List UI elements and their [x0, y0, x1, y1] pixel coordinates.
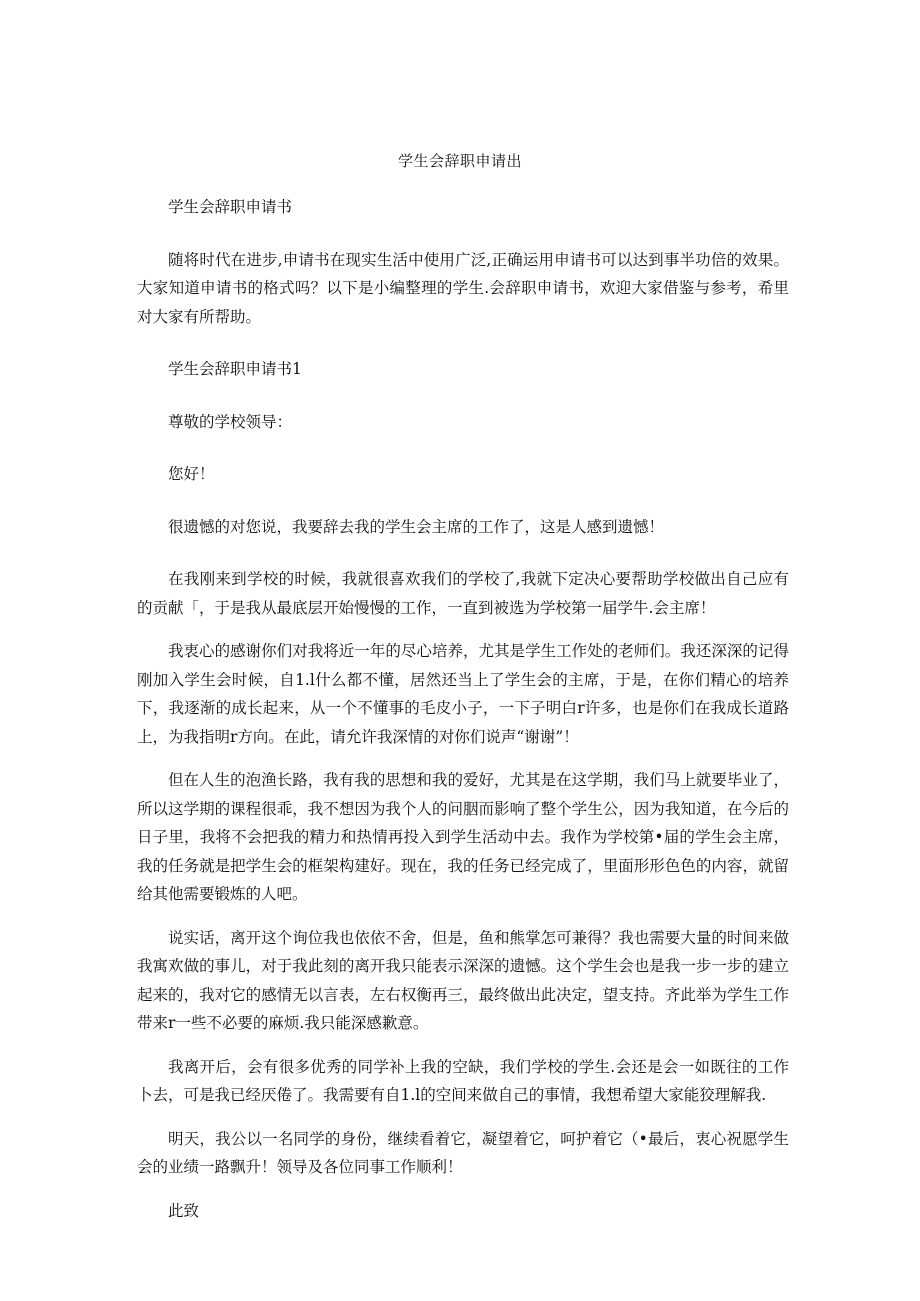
document-title: 学生会辞职申请出 [397, 152, 522, 170]
intro-paragraph: 随将时代在进步,申请书在现实生活中使用广泛,正确运用申请书可以达到事半功倍的效果。大家知道申请书的格式吗？以下是小编整理的学生.会辞职申请书，欢迎大家借鉴与参考，希里对大家有所帮助。 [137, 250, 789, 326]
body-paragraph: 说实话，离开这个询位我也依依不舍，但是，鱼和熊掌怎可兼得？我也需要大量的时间来做我寓欢做的事儿，对于我此刻的离开我只能表示深深的遗憾。这个学生会也是我一步一步的建立起来的，我对它的感情无以言表，左右权衡再三，最终做出此决定，望支持。齐此举为学生工作带来r一些不必要的麻烦.我只能深感歉意。 [137, 928, 789, 1032]
subtitle-paragraph: 学生会辞职申请书 [168, 198, 293, 216]
letter-heading: 学生会辞职申请书1 [168, 360, 302, 378]
body-paragraph: 我衷心的感谢你们对我将近一年的尽心培养，尤其是学生工作处的老师们。我还深深的记得刚加入学生会时候，自1.l什么都不懂，居然还当上了学生会的主席，于是，在你们精心的培养下，我逐渐的成长起来，从一个不懂事的毛皮小子，一下子明白r许多，也是你们在我成长道路上，为我指明r方向。在此，请允许我深情的对你们说声“谢谢”！ [137, 642, 789, 746]
greeting: 您好！ [168, 465, 215, 483]
body-paragraph: 很遗憾的对您说，我要辞去我的学生会主席的工作了，这是人感到遗憾！ [168, 517, 665, 536]
salutation: 尊敬的学校领导： [168, 412, 293, 431]
body-paragraph: 明天，我公以一名同学的身份，继续看着它，凝望着它，呵护着它（•最后，衷心祝愿学生会的业绩一路飘升！领导及各位同事工作顺利！ [137, 1129, 789, 1176]
body-paragraph: 在我刚来到学校的时候，我就很喜欢我们的学校了,我就下定决心要帮助学校做出自己应有的贡献「，于是我从最底层开始慢慢的工作，一直到被选为学校第一届学牛.会主席！ [137, 570, 789, 617]
document-body [137, 193, 789, 1240]
body-paragraph: 我离开后，会有很多优秀的同学补上我的空缺，我们学校的学生.会还是会一如既往的工作卜去，可是我已经厌倦了。我需要有自1.l的空间来做自己的事情，我想希望大家能狡理解我. [137, 1057, 789, 1104]
closing-phrase: 此致 [168, 1201, 200, 1220]
body-paragraph: 但在人生的泡渔长路，我有我的思想和我的爱好，尤其是在这学期，我们马上就要毕业了，所以这学期的课程很乖，我不想因为我个人的问胭而影响了整个学生公，因为我知道，在今后的日子里，我将不会把我的精力和热情再投入到学生活动中去。我作为学校第•届的学生会主席，我的任务就是把学生会的框架构建好。现在，我的任务已经完成了，里面形形色色的内容，就留给其他需要锻炼的人吧。 [137, 771, 789, 903]
